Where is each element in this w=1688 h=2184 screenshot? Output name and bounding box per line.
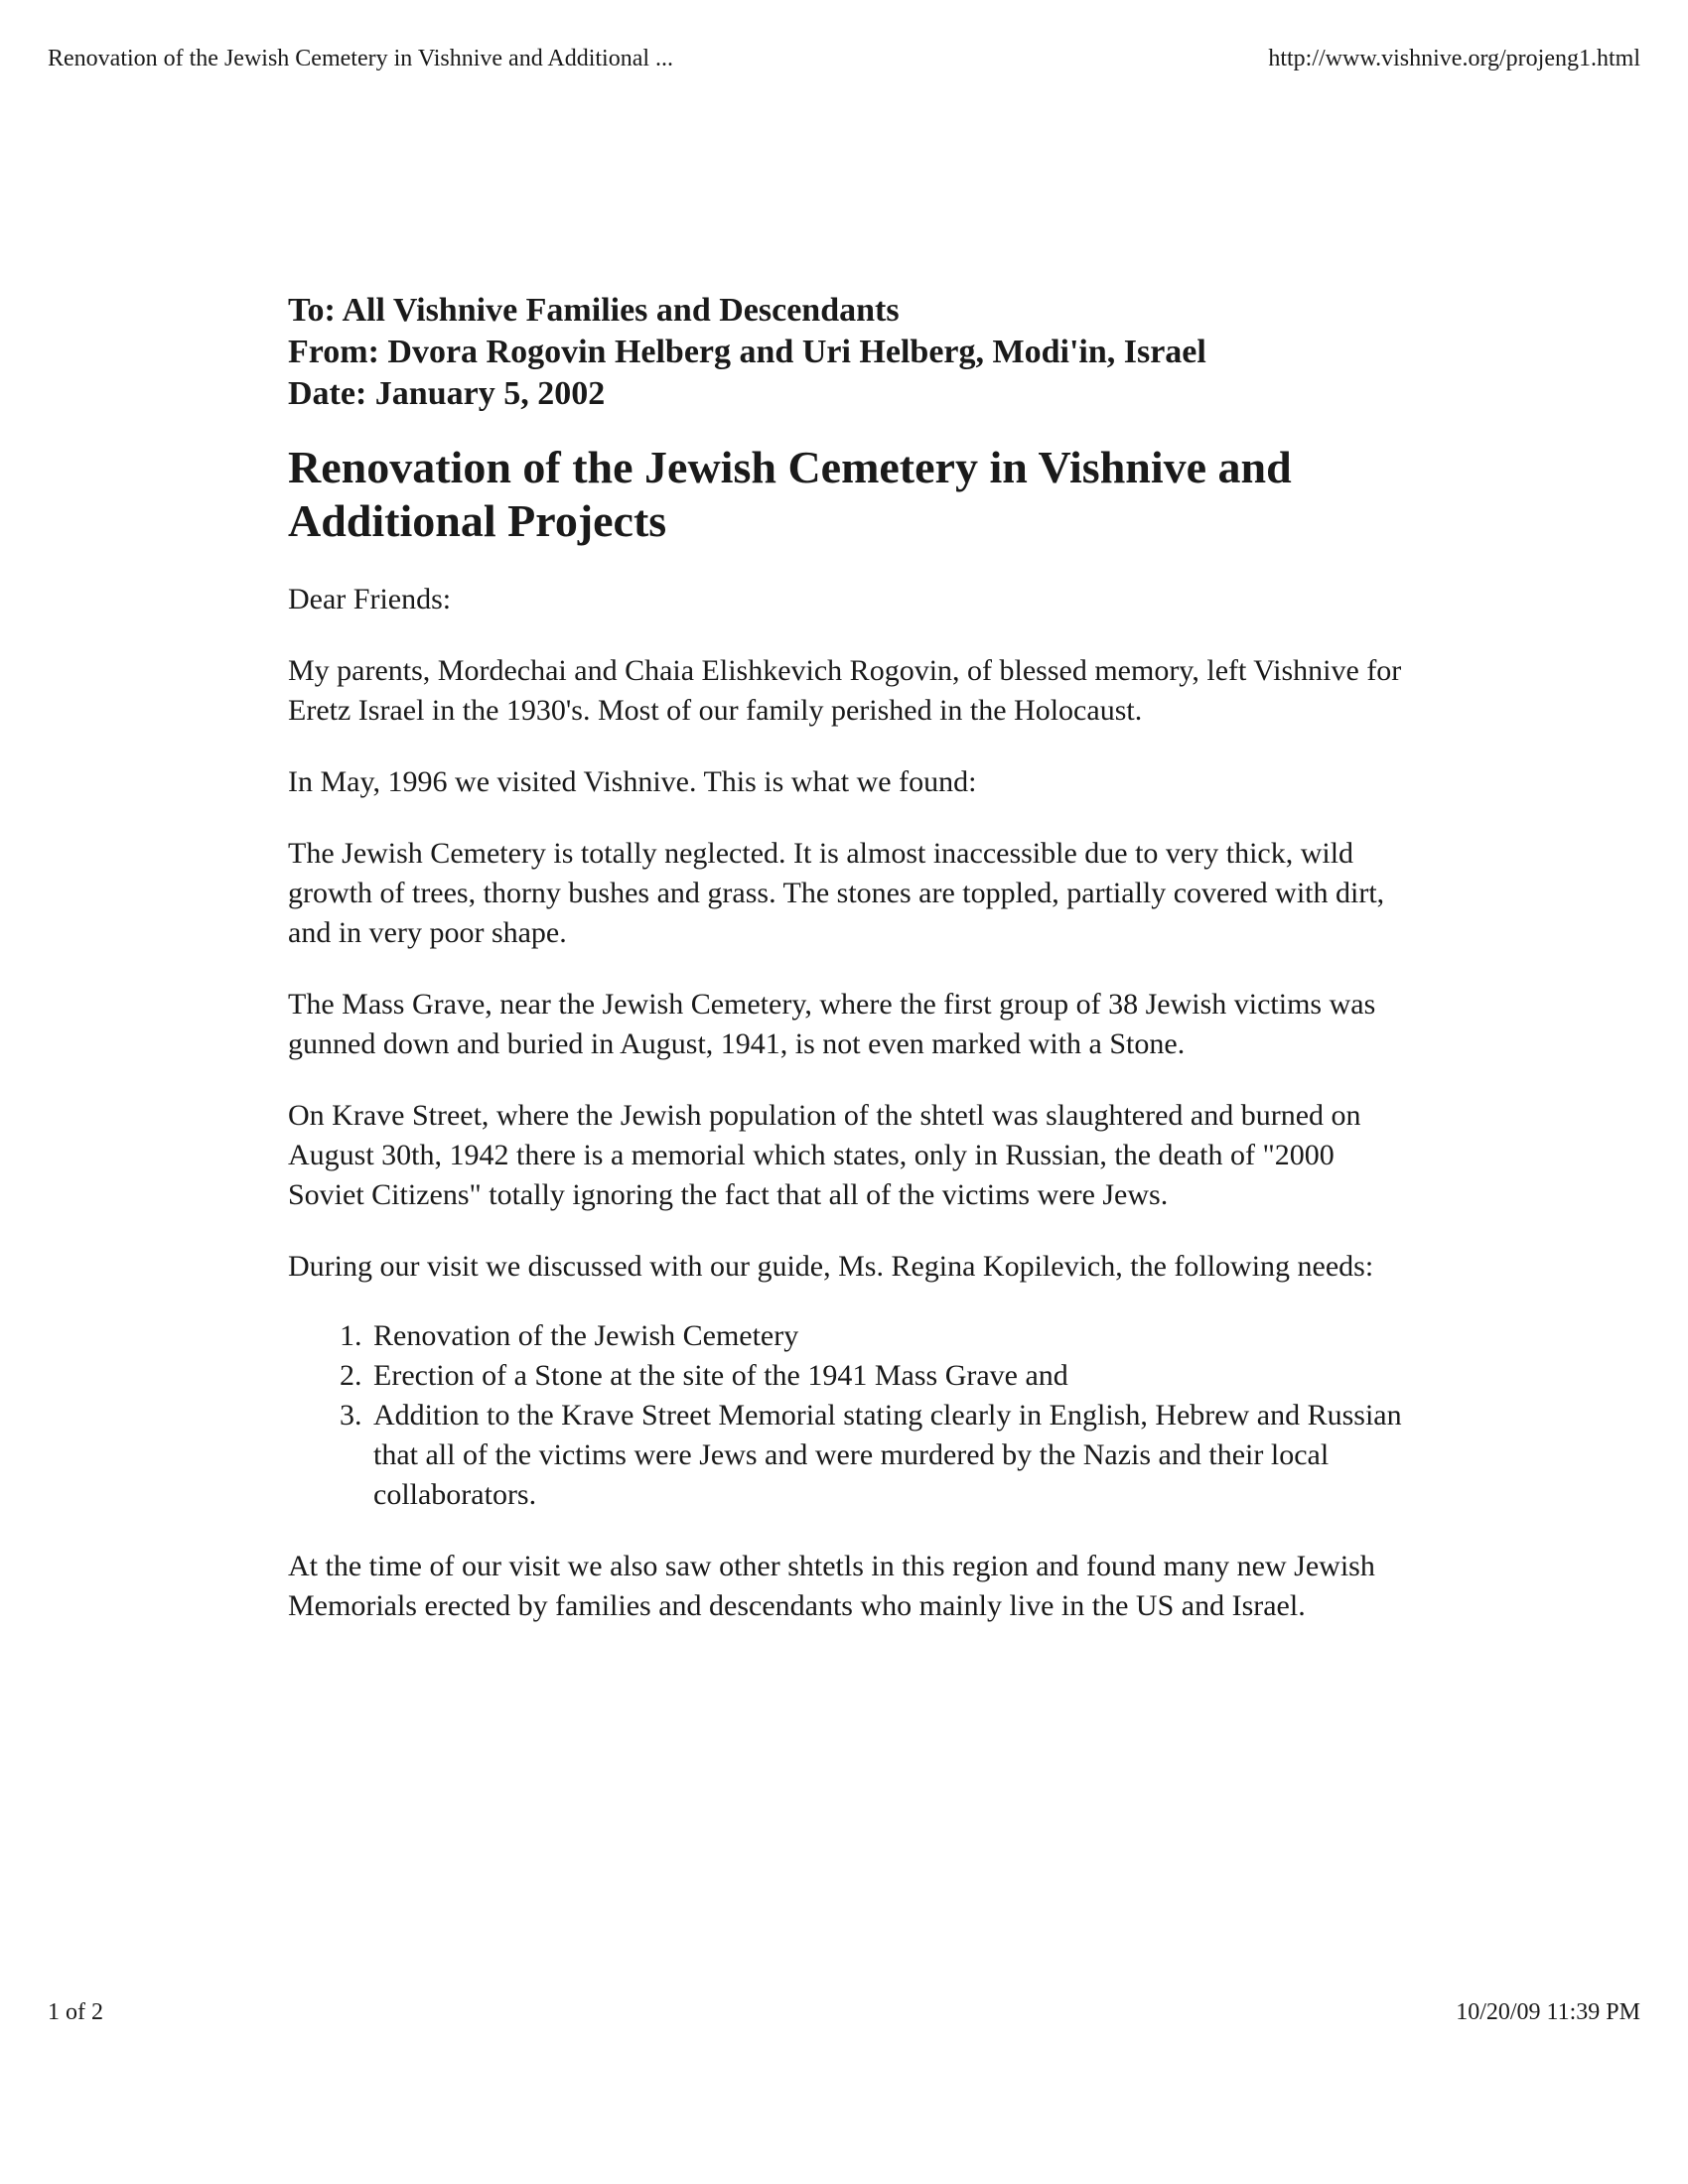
paragraph-krave-street: On Krave Street, where the Jewish population of the shtetl was slaughtered and burned on August 30th, 1942 there is a memorial which states, only in Russian, the death of "2000 Soviet Citizens" totally ignoring the fact that all of the victims were Jews. [288, 1099, 1361, 1211]
list-item: 2. Erection of a Stone at the site of the 1941 Mass Grave and [369, 1356, 1410, 1396]
paragraph-needs-intro: During our visit we discussed with our guide, Ms. Regina Kopilevich, the following needs: [288, 1250, 1374, 1283]
print-footer [48, 1999, 1640, 2033]
document-title: Renovation of the Jewish Cemetery in Vishnive and Additional Projects [288, 442, 1292, 546]
paragraph-family: My parents, Mordechai and Chaia Elishkevich Rogovin, of blessed memory, left Vishnive for Eretz Israel in the 1930's. Most of our family perished in the Holocaust. [288, 654, 1402, 727]
print-header [48, 46, 1640, 79]
paragraph-visit: In May, 1996 we visited Vishnive. This is what we found: [288, 765, 977, 798]
list-item: 3. Addition to the Krave Street Memorial stating clearly in English, Hebrew and Russian that all of the victims were Jews and were murdered by the Nazis and their local collaborators. [369, 1396, 1410, 1515]
page-count: 1 of 2 [48, 1999, 103, 2025]
document-body [288, 290, 1410, 1626]
salutation: Dear Friends: [288, 583, 452, 615]
print-page-title: Renovation of the Jewish Cemetery in Vishnive and Additional ... [48, 46, 674, 71]
print-url: http://www.vishnive.org/projeng1.html [1268, 46, 1640, 71]
memo-header [288, 290, 1410, 415]
memo-from: From: Dvora Rogovin Helberg and Uri Helberg, Modi'in, Israel [288, 334, 1206, 370]
print-timestamp: 10/20/09 11:39 PM [1456, 1999, 1640, 2025]
paragraph-mass-grave: The Mass Grave, near the Jewish Cemetery, where the first group of 38 Jewish victims was gunned down and buried in August, 1941, is not even marked with a Stone. [288, 988, 1376, 1060]
memo-date: Date: January 5, 2002 [288, 375, 606, 412]
paragraph-cemetery: The Jewish Cemetery is totally neglected. It is almost inaccessible due to very thick, wild growth of trees, thorny bushes and grass. The stones are toppled, partially covered with dirt, and in very poor shape. [288, 837, 1385, 949]
paragraph-closing: At the time of our visit we also saw other shtetls in this region and found many new Jewish Memorials erected by families and descendants who mainly live in the US and Israel. [288, 1550, 1375, 1622]
list-item: 1. Renovation of the Jewish Cemetery [369, 1316, 1410, 1356]
needs-list [288, 1316, 1410, 1515]
memo-to: To: All Vishnive Families and Descendants [288, 292, 900, 329]
